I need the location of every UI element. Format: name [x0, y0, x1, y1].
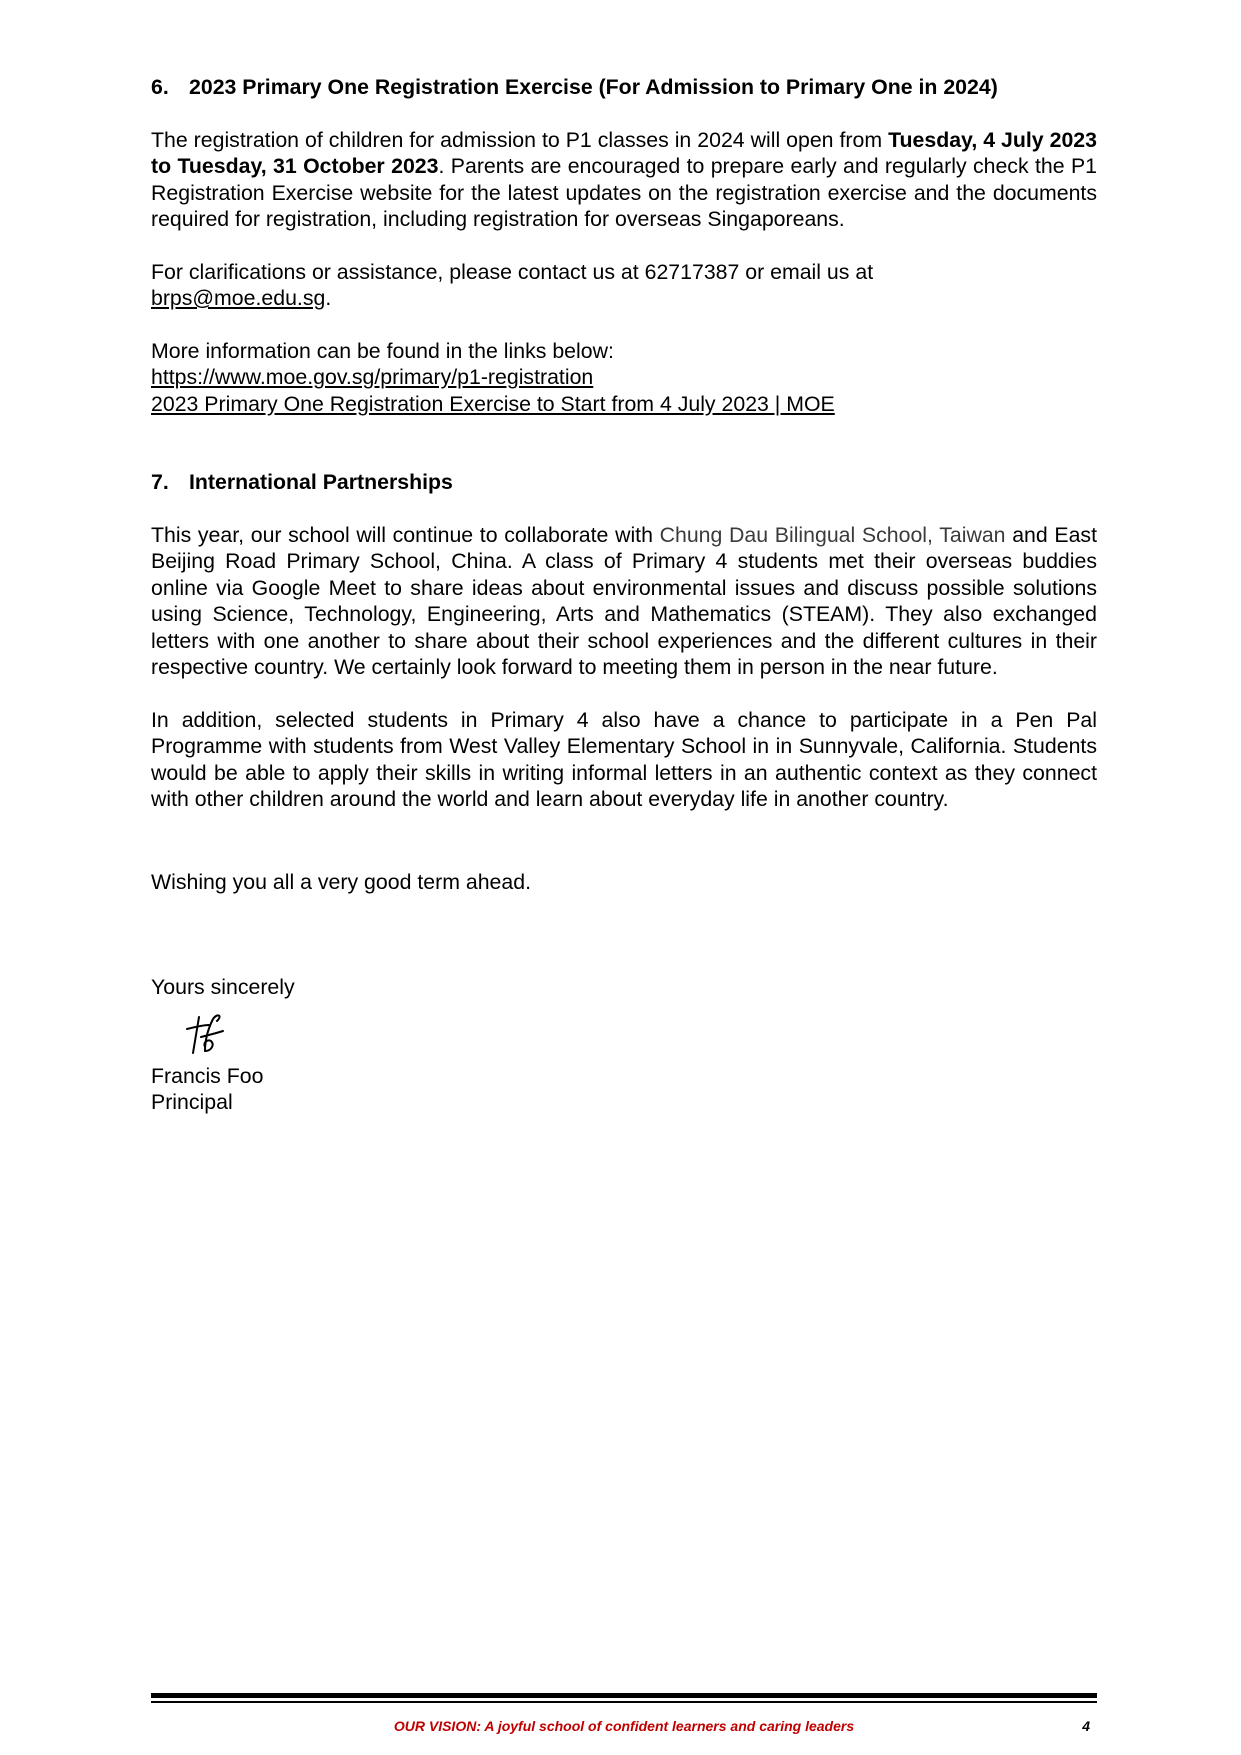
signature-mark — [183, 1011, 233, 1057]
closing-wish: Wishing you all a very good term ahead. — [151, 869, 531, 894]
email-suffix: . — [325, 286, 332, 310]
section-7-heading — [151, 469, 1097, 496]
footer-vision-statement: OUR VISION: A joyful school of confident learners and caring leaders — [393, 1718, 855, 1734]
signatory-role: Principal — [151, 1090, 233, 1114]
section-7-title: International Partnerships — [189, 470, 453, 494]
footer-divider — [151, 1693, 1097, 1705]
p1-registration-link[interactable]: https://www.moe.gov.sg/primary/p1-registration — [151, 365, 594, 389]
signatory-name: Francis Foo — [151, 1063, 264, 1088]
closing-salutation: Yours sincerely — [151, 975, 295, 999]
section-6-heading — [151, 74, 1097, 101]
partner-school-name: Chung Dau Bilingual School, Taiwan — [659, 522, 1006, 547]
section-6-title: 2023 Primary One Registration Exercise (For Admission to Primary One in 2024) — [189, 75, 998, 99]
pen-pal-paragraph: In addition, selected students in Primary 4 also have a chance to participate in a Pen Pal Programme with students from West Valley Elementary School in in Sunnyvale, California. Students would be able to apply their skills in writing informal letters in an authentic context as they connect with other children around the world and learn about everyday life in another country. — [151, 707, 1097, 811]
registration-dates: Tuesday, 4 July 2023 to Tuesday, 31 October 2023 — [151, 127, 1097, 178]
partnerships-paragraph — [151, 522, 1097, 681]
partnerships-text-rest: and East Beijing Road Primary School, China. A class of Primary 4 students met their overseas buddies online via Google Meet to share ideas about environmental issues and discuss possible solutions using Science, Technology, Engineering, Arts and Mathematics (STEAM). They also exchanged letters with one another to share about their school experiences and the different cultures in their respective country. We certainly look forward to meeting them in person in the near future. — [151, 522, 1097, 679]
registration-text-rest: . Parents are encouraged to prepare early and regularly check the P1 Registration Exercise website for the latest updates on the registration exercise and the documents required for registration, including registration for overseas Singaporeans. — [151, 154, 1097, 231]
more-info-text: More information can be found in the links below: — [151, 338, 614, 363]
partnerships-text-intro: This year, our school will continue to collaborate with — [151, 522, 660, 547]
page-number: 4 — [1082, 1718, 1090, 1734]
email-link[interactable]: brps@moe.edu.sg — [151, 286, 326, 310]
letter-body — [151, 74, 1097, 1116]
signature — [183, 1011, 1097, 1057]
contact-paragraph — [151, 259, 1097, 312]
registration-paragraph — [151, 127, 1097, 233]
moe-news-link[interactable]: 2023 Primary One Registration Exercise to Start from 4 July 2023 | MOE — [151, 391, 835, 416]
registration-text-intro: The registration of children for admission to P1 classes in 2024 will open from — [151, 127, 889, 152]
contact-text: For clarifications or assistance, please contact us at 62717387 or email us at — [151, 259, 874, 284]
section-7-number: 7. — [151, 470, 169, 494]
section-6-number: 6. — [151, 75, 169, 99]
